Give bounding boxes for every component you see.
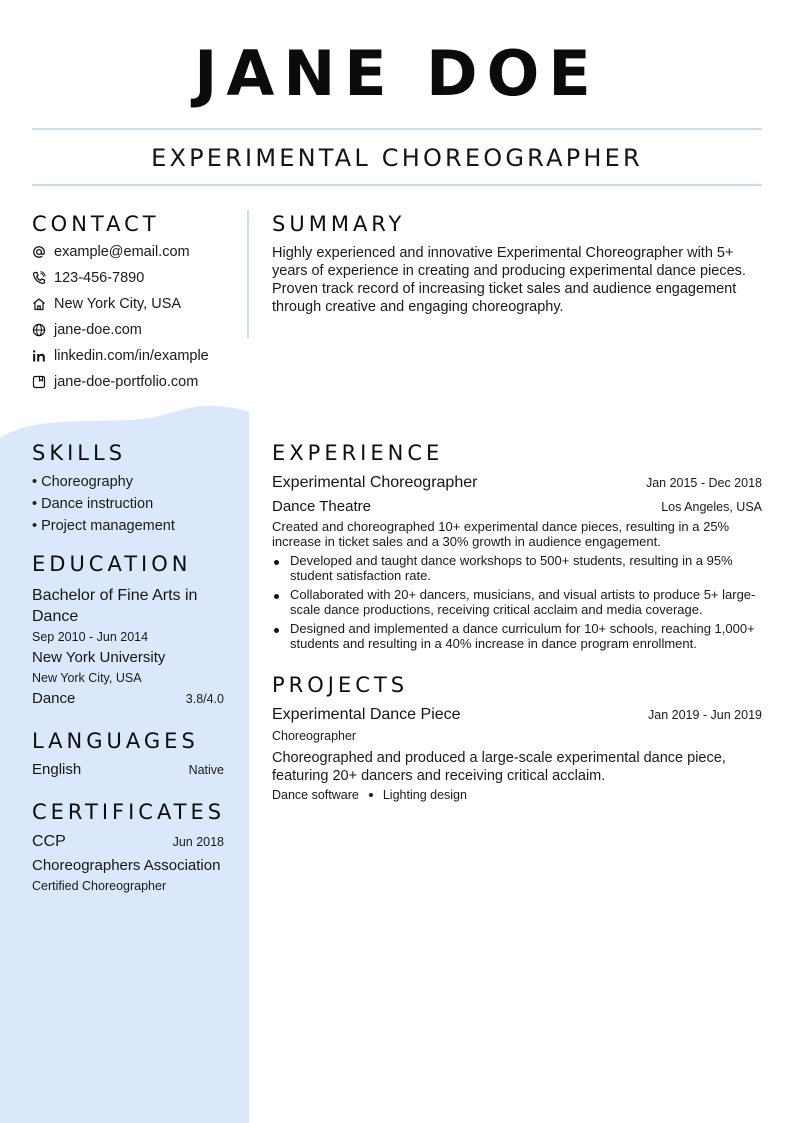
- phone-icon: [32, 271, 46, 285]
- summary-text: Highly experienced and innovative Experimental Choreographer with 5+ years of experience in creating and producing experimental dance pieces. Proven track record of increasing ticket sales and audience engagement through creative and engaging choreography.: [272, 245, 746, 315]
- summary-heading: SUMMARY: [272, 212, 406, 236]
- skills-heading: SKILLS: [32, 441, 127, 465]
- certificate-issuer: Choreographers Association: [32, 857, 221, 874]
- education-dates: Sep 2010 - Jun 2014: [32, 630, 149, 644]
- contact-phone[interactable]: [32, 268, 144, 288]
- contact-linkedin-text: linkedin.com/in/example: [54, 348, 209, 364]
- bullet-dot: [274, 628, 279, 633]
- globe-icon: [32, 323, 46, 337]
- at-icon: [32, 245, 46, 259]
- contact-location-text: New York City, USA: [54, 296, 182, 312]
- job-company: Dance Theatre: [272, 498, 371, 515]
- contact-portfolio[interactable]: [32, 372, 198, 392]
- certificate-date: Jun 2018: [172, 835, 224, 849]
- header-bottom-rule: [32, 184, 762, 186]
- projects-heading: PROJECTS: [272, 673, 409, 697]
- language-name: English: [32, 761, 82, 778]
- certificates-heading: CERTIFICATES: [32, 800, 226, 824]
- contact-email[interactable]: [32, 242, 190, 262]
- job-bullet-text: Developed and taught dance workshops to 500+ students, resulting in a 95% student satisfaction rate.: [290, 553, 733, 583]
- skill-item: • Choreography: [32, 474, 133, 490]
- contact-phone-text: 123-456-7890: [54, 270, 145, 286]
- resume-name: JANE DOE: [194, 37, 600, 110]
- bullet-dot: [274, 594, 279, 599]
- contact-portfolio-text: jane-doe-portfolio.com: [54, 374, 199, 390]
- job-bullet-text: Designed and implemented a dance curriculum for 10+ schools, reaching 1,000+ students and resulting in a 40% increase in dance program enrollment.: [290, 621, 755, 651]
- education-gpa: 3.8/4.0: [185, 692, 224, 706]
- project-tag: Dance software: [272, 788, 359, 802]
- education-school: New York University: [32, 649, 166, 666]
- education-degree: Bachelor of Fine Arts in Dance: [32, 587, 198, 625]
- project-name: Experimental Dance Piece: [272, 706, 461, 723]
- linkedin-icon: [32, 349, 46, 363]
- project-tags: [272, 787, 467, 803]
- job-dates: Jan 2015 - Dec 2018: [645, 476, 762, 490]
- column-divider: [247, 210, 249, 338]
- education-field: Dance: [32, 690, 76, 707]
- job-location: Los Angeles, USA: [661, 500, 762, 514]
- portfolio-icon: [32, 375, 46, 389]
- project-dates: Jan 2019 - Jun 2019: [648, 708, 762, 722]
- job-role: Experimental Choreographer: [272, 474, 478, 491]
- home-icon: [32, 297, 46, 311]
- job-intro: Created and choreographed 10+ experimental dance pieces, resulting in a 25% increase in ticket sales and a 30% growth in audience engagement.: [272, 519, 730, 549]
- contact-website[interactable]: [32, 320, 142, 340]
- education-heading: EDUCATION: [32, 552, 192, 576]
- experience-heading: EXPERIENCE: [272, 441, 444, 465]
- contact-linkedin[interactable]: [32, 346, 209, 366]
- language-level: Native: [188, 763, 224, 777]
- resume-title: EXPERIMENTAL CHOREOGRAPHER: [151, 144, 643, 172]
- skill-item: • Dance instruction: [32, 496, 154, 512]
- job-bullet-text: Collaborated with 20+ dancers, musicians, and visual artists to produce 5+ large-scale dance productions, receiving critical acclaim and media coverage.: [290, 587, 756, 617]
- bullet-dot: [274, 560, 279, 565]
- project-role: Choreographer: [272, 729, 357, 743]
- certificate-name: CCP: [32, 833, 66, 850]
- header-top-rule: [32, 128, 762, 130]
- skill-item: • Project management: [32, 518, 175, 534]
- project-tag: Lighting design: [382, 788, 467, 802]
- project-description: Choreographed and produced a large-scale experimental dance piece, featuring 20+ dancers and receiving critical acclaim.: [272, 750, 726, 784]
- languages-heading: LANGUAGES: [32, 729, 199, 753]
- certificate-description: Certified Choreographer: [32, 879, 167, 893]
- tag-separator: [369, 793, 373, 797]
- contact-website-text: jane-doe.com: [54, 322, 142, 338]
- education-location: New York City, USA: [32, 671, 142, 685]
- contact-email-text: example@email.com: [54, 244, 190, 260]
- contact-location: [32, 294, 181, 314]
- contact-heading: CONTACT: [32, 212, 160, 236]
